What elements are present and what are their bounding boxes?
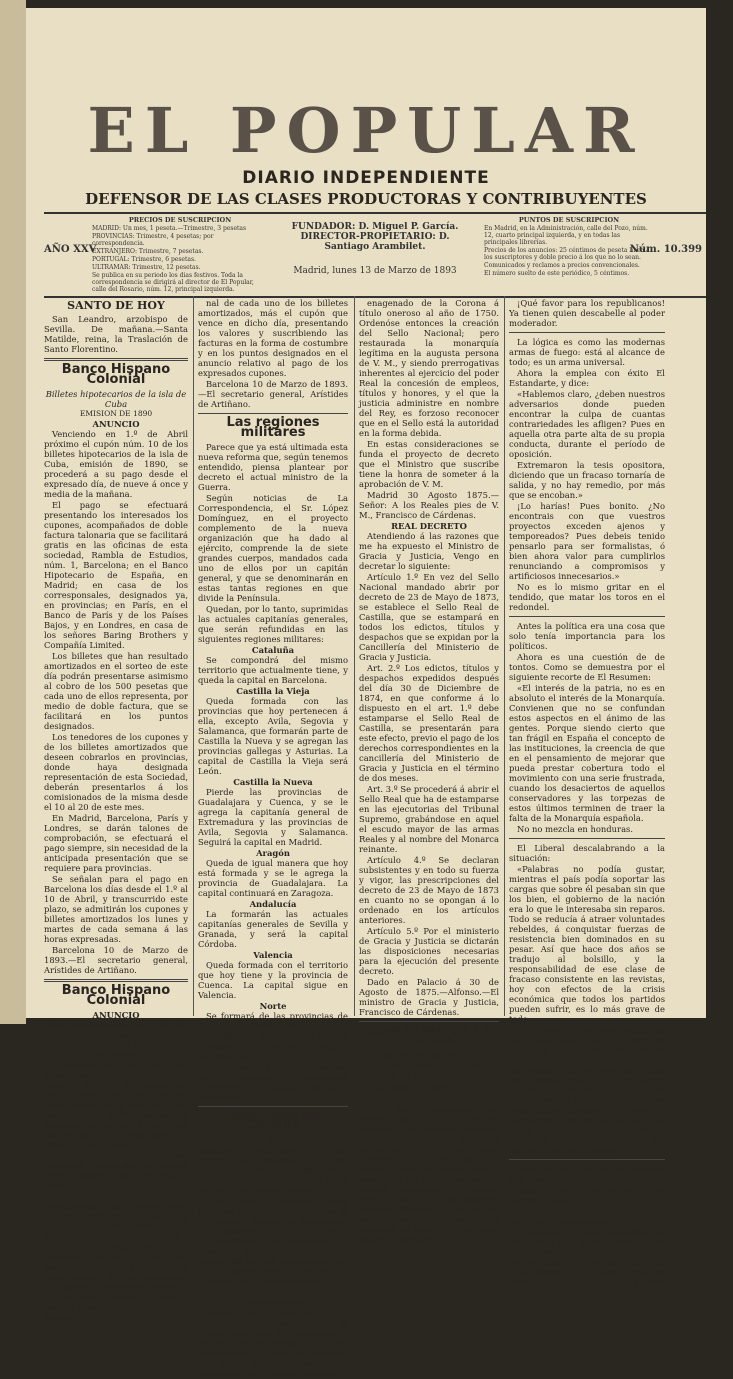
- adjacent-page-strip: [0, 0, 26, 1024]
- column-3: [359, 298, 499, 1245]
- paragraph: enagenado de la Corona á título oneroso al año de 1750. Ordenóse entonces la creación del Sello Nacional; pero restaurada la monarquía legítima en la augusta persona de V. M., y siendo prerrogativas inherentes al ejercicio del poder Real la concesión de empleos, títulos y honores, y el que la justicia administre en nombre del Rey, es forzoso reconocer que en el Sello está la autoridad en la forma debida.: [359, 298, 499, 438]
- year-label: AÑO XXV: [44, 244, 97, 255]
- owner: DIRECTOR-PROPIETARIO: D. Santiago Arambilet.: [300, 232, 450, 252]
- paragraph: Los billetes que han resultado amortizados en el sorteo de este día podrán presentarse asimismo al cobro de los 500 pesetas que cada uno de ellos representa, por medio de doble factura, que se facilitará en los puntos designados.: [44, 651, 188, 731]
- column-1: [44, 298, 188, 1323]
- masthead-tagline: DEFENSOR DE LAS CLASES PRODUCTORAS Y CONTRIBUYENTES: [85, 190, 647, 208]
- bank-ad-subtitle: Billetes hipotecarios de la isla de Cuba: [45, 389, 187, 409]
- paragraph: No no mezcla en honduras.: [517, 824, 634, 834]
- price-line: Se publica en su periodo los dias festivos. Toda la correspondencia se dirigirá al director de El Popular, calle del Rosario, núm. 12, principal izquierda.: [92, 272, 254, 293]
- subscription-points: [484, 216, 654, 278]
- points-line: El número suelto de este periódico, 5 céntimos.: [484, 270, 630, 277]
- article-title: Las regiones militares: [226, 415, 320, 440]
- paragraph: «El interés de la patria, no es en absoluto el interés de la Monarquía. Convienen que no se confundan estos aspectos en el ánimo de las gentes. Porque siendo cierto que tan frágil en España el concepto de las instituciones, la creencia de que en el pensamiento de mejorar que pueda prestar cobertura todo el movimiento con una serie frustrada, cuando los desaciertos de aquellos conservadores y las torpezas de estos últimos terminen de traer la falta de la Monarquía española.: [509, 683, 665, 823]
- paragraph: Parécenos de oportunidad publicar a continuación el Real decreto que restableció el Real Sello de Castilla, cuyo impuesto se quiere hoy hacer extensivo á todos los funcionarios del Estado.: [198, 1135, 348, 1195]
- article-title: Real Sello de Castilla: [225, 1108, 321, 1133]
- divider: [198, 1106, 348, 1107]
- paragraph: En su consecuencia, quedan amortizados los cuatrocientos billetes números 18.001 al 18.100, 25.801 al 25.900, 83.101 al 83.200, y 180.101 al 180.200.: [44, 1191, 188, 1241]
- paragraph: Ahora es una cuestión de de tontos. Como se demuestra por el siguiente recorte de El Resumen:: [509, 652, 665, 682]
- paragraph: nal de cada uno de los billetes amortizados, más el cupón que vence en dicho día, presentando los valores y suscribiendo las facturas en la forma de costumbre y en los puntos designados en el anuncio relativo al pago de los expresados cupones.: [198, 298, 348, 378]
- region-heading: Valencia: [253, 950, 293, 960]
- paragraph: La lógica es como las modernas armas de fuego: está al alcance de todo; es un arma universal.: [509, 337, 665, 367]
- paragraph: La formarán las actuales capitanías generales de Sevilla y Granada, y será la capital Córdoba.: [198, 909, 348, 949]
- divider: [44, 358, 188, 361]
- region-heading: Cataluña: [251, 645, 295, 655]
- paragraph: Señor: Por decreto de 23 de Mayo de 1873 fué revertido al Estado, conforme á lo dispuesto en varias leyes recopiladas y en otras posteriores, el oficio de canciller del Sello Real de Castilla, y registrador del tribunal Supremo,: [198, 1308, 348, 1378]
- paragraph: ¡Lo harías! Pues bonito. ¿No encontrais con que vuestros proyectos exceden ajenos y temporeados? Pues debeis tenido pensarlo para ser formalistas, ó bien ahora valor para cumplirlos renunciando a compromisos y artificiosos innecesarios.»: [509, 501, 665, 581]
- santo-text: San Leandro, arzobispo de Sevilla. De mañana.—Santa Matilde, reina, la Traslación de Santo Florentino.: [44, 314, 188, 354]
- signature: Barcelona 10 de Marzo de 1893.—El secretario general, Arístides de Artiñano.: [44, 945, 188, 975]
- paragraph: Ahora la emplea con éxito El Estandarte, y dice:: [509, 368, 665, 388]
- paragraph: «Palabras no podía gustar, mientras el país podía soportar las cargas que sobre él pesaban sin que los bien, el gobierno de la nación era lo que le interesaba sin reparos. Todo se reducía á atraer voluntades rebeldes, á conquistar fuerzas de resistencia bien dominados en su pesar. Así que hace dos años se tradujo al bolsillo, y la responsabilidad de ese clase de fracaso consistente en las revistas, hoy con efectos de la crisis económica que todos los partidos pueden sufrir, es lo más grave de todo.: [509, 864, 665, 1024]
- price-line: PROVINCIAS: Trimestre, 4 pesetas; por correspondencia.: [92, 233, 214, 247]
- founder-box: [280, 222, 470, 276]
- paragraph: Se señalan para el pago en Barcelona los días desde el 1.º al 10 de Abril, y transcurrido este plazo, se admitirán los cupones y billetes amortizados los lunes y martes de cada semana á las horas expresadas.: [44, 874, 188, 944]
- paragraph: Queda de igual manera que hoy está formada y se le agrega la provincia de Guadalajara. La capital continuará en Zaragoza.: [198, 858, 348, 898]
- paragraph: Se formará de las provincias de Guipúzcoa, Alava y Vizcaya, y de las capitanías generales de Burgos y Navarra. Vitoria será la capital de esta región.: [198, 1011, 348, 1061]
- santo-heading: SANTO DE HOY: [67, 299, 165, 312]
- paragraph: Pero vivieron los días tristes, los tiempos difíciles, que dijo el escritor inglés, y ya no bastó recoger los tributos, ni arrendar todo lo arrendable, sino las carreras en que nadie puede más y algo pidieron, que lleva a la miseria. Esta situación de hoy en los hombres gobernados para el contribuyente y que peor de la reforma y en hoy que no, se cayó todos los días, por lo que es ya inevitable lo que no nos cabe el día que se le hiciera el sordo.: [509, 1025, 665, 1155]
- paragraph: Hasta El Tiempo, diario silvelista, que dice irónicamente:: [509, 1206, 665, 1226]
- founder: FUNDADOR: D. Miguel P. García.: [291, 222, 459, 232]
- masthead-subtitle: DIARIO INDEPENDIENTE: [242, 168, 490, 188]
- issue-date: Madrid, lunes 13 de Marzo de 1893: [293, 266, 457, 276]
- paragraph: «Después de esta necesidad de economías y no puede tocar buques de guerra. Al siguiente cañón en la isla de Cuba, que es allá quien de Guantánamo y a Filipinas, donde los transportes del Pacífico, así quedan indefensos. Fernando: [509, 1227, 665, 1297]
- region-heading: Aragón: [256, 848, 290, 858]
- points-line: En Madrid, en la Administración, calle del Pozo, núm. 12, cuarto principal izquierda, y en todas las principales librerías.: [484, 225, 648, 246]
- newspaper-page: [26, 8, 706, 1378]
- paragraph: El pago se efectuará presentando los interesados los cupones, acompañados de doble factura talonaria que se facilitará gratis en las oficinas de esta sociedad, Rambla de Estudios, núm. 1, Barcelona; en el Banco Hipotecario de España, en Madrid; en casa de los corresponsales, designados ya, en provincias; en París, en el Banco de París y de los Países Bajos, y en Londres, en casa de los señores Baring Brothers y Compañía Limited.: [44, 500, 188, 650]
- paragraph: Dice así:: [206, 1287, 243, 1297]
- paragraph: Se compondrá del mismo territorio que actualmente tiene, y queda la capital en Barcelona.: [198, 655, 348, 685]
- paragraph: Lo que, en cumplimiento de lo dispuesto en el referido real decreto, se hace público para conocimiento de los tenedores, que podrán presentarse, desde el 1.º de Abril próximo, á percibir las 500 pesetas, importe del valor nominal: [44, 1242, 188, 1322]
- divider: [509, 332, 665, 333]
- paragraph: Venciendo en 1.º de Abril próximo el cupón núm. 10 de los billetes hipotecarios de la isla de Cuba, emisión de 1890, se procederá a su pago desde el expresado día, de nueve á once y media de la mañana.: [44, 429, 188, 499]
- paragraph: Artículo 4.º Se declaran subsistentes y en todo su fuerza y vigor, las prescripciones del decreto de 23 de Mayo de 1873 en cuanto no se opongan á lo ordenado en los artículos anteriores.: [359, 855, 499, 925]
- article-title: COMENTARIOS Á LA PRENSA: [368, 1024, 490, 1047]
- bank-ad-emission: EMISION DE 1890: [79, 409, 153, 418]
- points-line: Precios de los anuncios: 25 céntimos de peseta línea á los suscriptores y doble precio á los que no lo sean.: [484, 247, 650, 261]
- divider: [198, 413, 348, 414]
- divider: [509, 1159, 665, 1160]
- bank-ad-anuncio: ANUNCIO: [92, 1010, 140, 1020]
- paragraph: Antes la política era una cosa que solo tenía importancia para los políticos.: [509, 621, 665, 651]
- paragraph: La monarquía está de luto.: [367, 1050, 481, 1060]
- points-line: Comunicados y reclamos a precios convencionales.: [484, 262, 640, 269]
- paragraph: Madrid 30 Agosto 1875.—Señor: A los Reales pies de V. M., Francisco de Cárdenas.: [359, 490, 499, 520]
- paragraph: Antes se decía: No me toque usted á la Marina.: [509, 1164, 665, 1184]
- column-divider: [193, 296, 194, 1016]
- paragraph: En estas consideraciones se funda el proyecto de decreto que el Ministro que suscribe tiene la honra de someter á la aprobación de V. M.: [359, 439, 499, 489]
- region-heading: Norte: [259, 1001, 287, 1011]
- divider: [509, 838, 665, 839]
- column-2: [198, 298, 348, 1379]
- paragraph: Art. 2.º Los edictos, títulos y despachos expedidos después del día 30 de Diciembre de 1874, en que conforme á lo dispuesto en el art. 1.º debe estamparse el Sello Real de Castilla, se presentarán para este efecto, previo el pago de los derechos correspondientes en la cancillería del Ministerio de Gracia y Justicia en el término de dos meses.: [359, 663, 499, 783]
- region-heading: Andalucía: [249, 899, 297, 909]
- paragraph: Art. 3.º Se procederá á abrir el Sello Real que ha de estamparse en las ejecutorias del Tribunal Supremo, grabándose en aquel el escudo mayor de las armas Reales y al nombre del Monarca reinante.: [359, 784, 499, 854]
- bank-ad-subtitle: Billetes hipotecarios de la isla de Cuba: [45, 1020, 187, 1040]
- divider: [359, 1021, 499, 1022]
- price-line: MADRID: Un mes, 1 peseta.—Trimestre, 3 pesetas: [92, 225, 247, 232]
- region-heading: Castilla la Vieja: [236, 686, 310, 696]
- paragraph: No es lo mismo gritar en el tendido, que matar los toros en el redondel.: [509, 582, 665, 612]
- divider: [44, 979, 188, 982]
- paragraph: He aquí un extracto:: [367, 1093, 455, 1103]
- paragraph: Queda formada con las provincias que hoy pertenecen á ella, excepto Avila, Segovia y Salamanca, que formarán parte de Castilla la Nueva y se agregan las provincias gallegas y Asturias. La capital de Castilla la Vieja será León.: [198, 696, 348, 776]
- divider: [509, 616, 665, 617]
- bank-ad-emission: EMISION DE 1890: [79, 1040, 153, 1049]
- price-line: EXTRANJERO: Trimestre, 7 pesetas.: [92, 248, 204, 255]
- signature: Barcelona 10 de Marzo de 1893.—El secretario general, Arístides de Artiñano.: [198, 379, 348, 409]
- paragraph: Pierde las provincias de Guadalajara y Cuenca, y se le agrega la capitanía general de Extremadura y las provincias de Avila, Segovia y Salamanca. Seguirá la capital en Madrid.: [198, 787, 348, 847]
- paragraph: Atendiendo á las razones que me ha expuesto el Ministro de Gracia y Justicia, Vengo en decretar lo siguiente:: [359, 531, 499, 571]
- price-line: PORTUGAL: Trimestre, 6 pesetas.: [92, 256, 196, 263]
- paragraph: «Hablemos claro, ¿deben nuestros adversarios donde pueden encontrar la culpa de cuantas contrariedades les afligen? Pues en aquella otra parte alta de su propia conducta, durante el período de oposición.: [509, 389, 665, 459]
- info-bar: [44, 212, 706, 298]
- paragraph: «El Sr. Mazzantini ha pronunciado un discurso haciendo su historia política. Dijo que dejó de ser conservador haciéndose fusionista, creyendo que el partido liberal era mejor; pero le resultaron los fusionistas mucho peores, obteniendo el camino para la hacia los republicanos; terminó diciendo que el partido republicano está formado por hombres de honor, y entre ellos figuraría siempre.»: [359, 1104, 499, 1244]
- column-divider: [504, 296, 505, 1016]
- paragraph: Con esta organización parece que resultan excedentes elementos y tantos oficiales generales.: [198, 1062, 348, 1102]
- paragraph: Quedan, por lo tanto, suprimidas las actuales capitanías generales, que serán refundidas en las siguientes regiones militares:: [198, 604, 348, 644]
- paragraph: Parece que ya está ultimada esta nueva reforma que, según tenemos entendido, piensa plantear por decreto el actual ministro de la Guerra.: [198, 442, 348, 492]
- paragraph: ¡Qué favor para los republicanos! Ya tienen quien descabelle al poder moderador.: [509, 298, 665, 328]
- paragraph: Dos disparos y todo.: [367, 1082, 454, 1092]
- paragraph: En Madrid, Barcelona, París y Londres, se darán talones de comprobación, se efectuará el pago siempre, sin necesidad de la anticipada presentación que se requiere para provincias.: [44, 813, 188, 873]
- bank-ad-title: Banco Hispano Colonial: [61, 983, 171, 1008]
- paragraph: Queda formada con el territorio que hoy tiene y la provincia de Cuenca. La capital sigue en Valencia.: [198, 960, 348, 1000]
- points-heading: PUNTOS DE SUSCRIPCION: [518, 216, 620, 224]
- paragraph: Dado en Palacio á 30 de Agosto de 1875.—Alfonso.—El ministro de Gracia y Justicia, Francisco de Cárdenas.: [359, 977, 499, 1017]
- paragraph: Artículo 1.º En vez del Sello Nacional mandado abrir por decreto de 23 de Mayo de 1873, se establece el Sello Real de Castilla, que se estampará en todos los edictos, títulos y despachos que se expidan por la Cancillería del Ministerio de Gracia y Justicia.: [359, 572, 499, 662]
- column-divider: [354, 296, 355, 1016]
- bank-ad-sorteo: 9.º sorteo: [95, 1050, 137, 1060]
- paragraph: Ahora todo el mundo pone sus manos en ella.: [509, 1185, 665, 1205]
- paragraph: Celebrado en este día, con asistencia del notario D. Luis G. Soler y Plá, el 9.º sorteo de amortización de los billetes hipotecarios de la isla de Cuba, emisión de 1890, según lo dispuesto en el art. 1.º del real decreto de 27 de Septiembre de 1890 y real orden de 14 de Febrero de este año, han resultado favorecidas las cuatro bolas números 181, 259, 832 y 1.804.: [44, 1060, 188, 1190]
- bank-ad-title: Banco Hispano Colonial: [61, 362, 171, 387]
- paragraph: Según noticias de La Correspondencia, el Sr. López Domínguez, en el proyecto complemento de la nueva organización que ha dado al ejército, comprende la de siete grandes cuerpos, mandados cada uno de ellos por un capitán general, y que se denominarán en estas tantas regiones en que divide la Península.: [198, 493, 348, 603]
- section-heading: EXPOSICION: [242, 1298, 304, 1308]
- prices-heading: PRECIOS DE SUSCRIPCION: [128, 216, 232, 224]
- masthead: [26, 94, 706, 208]
- price-line: ULTRAMAR: Trimestre, 12 pesetas.: [92, 264, 201, 271]
- section-heading: REAL DECRETO: [391, 521, 467, 531]
- column-4: [509, 298, 665, 1298]
- masthead-title: EL POPULAR: [87, 94, 645, 167]
- bank-ad-anuncio: ANUNCIO: [92, 419, 140, 429]
- paragraph: Extremaron la tesis opositora, diciendo que un fracaso tornaría de salida, y no hay remedio, por más que se encoban.»: [509, 460, 665, 500]
- paragraph: Con razón, tuvieron podrá juzgarse de la razón que asistía al Sr. Romero Robledo al solicitar de su compañero de Gabinete que se le concediera á los empleados de Gracia y Justicia, porque á su tiempo de la Real disposición que se le capturó que la reforma en contrario á la presente señala.: [198, 1196, 348, 1286]
- region-heading: Castilla la Nueva: [233, 777, 313, 787]
- paragraph: El torero Mazzantini se ha pasado á los republicanos.: [359, 1061, 499, 1081]
- paragraph: Los tenedores de los cupones y de los billetes amortizados que deseen cobrarlos en provincias, donde haya designada representación de esta Sociedad, deberán presentarlos á los comisionados de la misma desde el 10 al 20 de este mes.: [44, 732, 188, 812]
- subscription-prices: [92, 216, 268, 294]
- issue-number: Núm. 10.399: [629, 244, 702, 255]
- paragraph: El Liberal descalabrando a la situación:: [509, 843, 665, 863]
- paragraph: Artículo 5.º Por el ministerio de Gracia y Justicia se dictarán las disposiciones necesarias para la ejecución del presente decreto.: [359, 926, 499, 976]
